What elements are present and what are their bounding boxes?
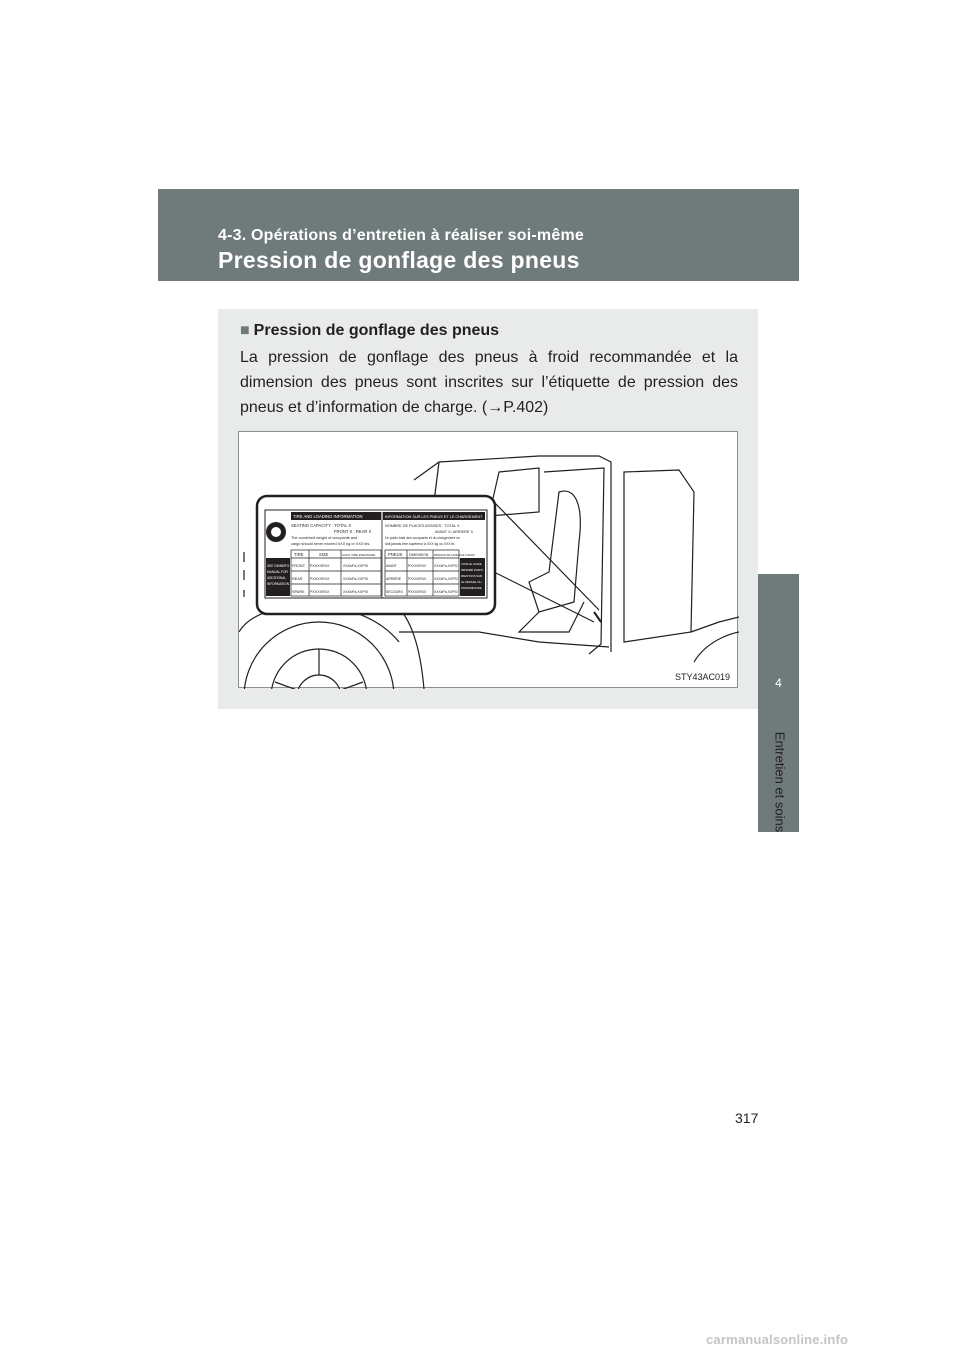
label-en-pressure-front: XXXkPa,XXPSI — [343, 564, 368, 568]
label-en-pressure-rear: XXXkPa,XXPSI — [343, 577, 368, 581]
section-body: La pression de gonflage des pneus à froid recommandée et la dimension des pneus sont inscrites sur l’étiquette de pression des pneus et d’information de charge. (→P.402) — [240, 349, 738, 416]
watermark: carmanualsonline.info — [706, 1332, 849, 1347]
label-fr-note-2: IMPRIMÉ D'INFO — [461, 568, 483, 572]
page-number: 317 — [735, 1110, 759, 1126]
label-en-size-front: PXXXXRXX — [310, 564, 330, 568]
label-en-size-rear: PXXXXRXX — [310, 577, 330, 581]
label-en-col-size: SIZE — [319, 552, 329, 557]
section-heading — [240, 322, 499, 340]
tire-label-figure — [238, 431, 738, 688]
label-fr-seating-2: AVANT X; ARRIERE X — [435, 530, 473, 534]
label-fr-pressure-rear: XXXkPa,XXPSI — [434, 577, 458, 581]
label-en-col-tire: TIRE — [294, 552, 304, 557]
section-subtitle: 4-3. Opérations d’entretien à réaliser soi-même — [218, 227, 584, 244]
figure-code: STY43AC019 — [674, 672, 730, 682]
label-fr-seating: NOMBRE DE PLACES ASSISES : TOTAL X — [385, 524, 460, 528]
label-fr-size-rear: PXXXXRXX — [408, 577, 427, 581]
label-fr-size-front: PXXXXRXX — [408, 564, 427, 568]
label-en-note-3: ADDITIONAL — [267, 576, 287, 580]
label-en-seating-2: FRONT X ; REAR X — [334, 529, 372, 534]
label-fr-note-4: LE MANUEL DU — [461, 580, 482, 584]
label-fr-header: INFORMATION SUR LES PNEUS ET LE CHARGEMENT — [385, 515, 483, 519]
label-fr-note-3: RMATIONS SUR — [461, 574, 483, 578]
label-fr-note-1: VOIR LE GUIDE — [461, 562, 482, 566]
label-fr-weight-1: Le poids total des occupants et du chargement ne — [385, 536, 461, 540]
chapter-tab-label-text: Entretien et soins — [772, 731, 788, 833]
vehicle-illustration — [239, 432, 739, 689]
label-en-weight-2: cargo should never exceed XXX kg or XXX lbs. — [291, 542, 371, 546]
chapter-tab-label — [770, 722, 790, 842]
label-fr-col-pressure: PRESSION DE GONFLAGE À FROID — [434, 554, 475, 557]
label-en-row-spare: SPARE — [292, 590, 305, 594]
label-fr-row-spare: SECOURS — [386, 590, 403, 594]
section-heading-text: Pression de gonflage des pneus — [253, 322, 500, 339]
label-fr-col-tire: PNEUS — [388, 552, 403, 557]
label-en-note-1: SEE OWNER'S — [267, 564, 290, 568]
label-fr-pressure-front: XXXkPa,XXPSI — [434, 564, 458, 568]
chapter-header — [158, 189, 799, 281]
label-en-note-4: INFORMATION — [267, 582, 290, 586]
label-fr-weight-2: doit jamais être supérieur à XXX kg ou XXX lb. — [385, 542, 456, 546]
page-title: Pression de gonflage des pneus — [218, 247, 580, 273]
label-fr-row-front: AVANT — [386, 564, 397, 568]
content-box — [218, 309, 758, 709]
label-en-weight-1: The combined weight of occupants and — [291, 536, 358, 540]
label-fr-col-size: DIMENSION — [409, 553, 429, 557]
label-fr-pressure-spare: XXXkPa,XXPSI — [434, 590, 458, 594]
label-en-seating: SEATING CAPACITY : TOTAL X — [291, 523, 352, 528]
label-en-row-front: FRONT — [292, 564, 306, 568]
label-en-col-pressure: COLD TIRE PRESSURE — [342, 553, 376, 557]
label-en-size-spare: PXXXXRXX — [310, 590, 330, 594]
label-en-note-2: MANUAL FOR — [267, 570, 288, 574]
label-en-row-rear: REAR — [292, 577, 303, 581]
label-fr-size-spare: PXXXXRXX — [408, 590, 427, 594]
chapter-tab-number: 4 — [775, 676, 782, 690]
label-en-header: TIRE AND LOADING INFORMATION — [293, 514, 363, 519]
square-bullet-icon: ■ — [240, 322, 250, 339]
label-en-pressure-spare: XXXkPa,XXPSI — [343, 590, 368, 594]
label-fr-row-rear: ARRIÈRE — [386, 577, 402, 581]
label-fr-note-5: PROPRIÉTAIRE — [461, 586, 482, 590]
